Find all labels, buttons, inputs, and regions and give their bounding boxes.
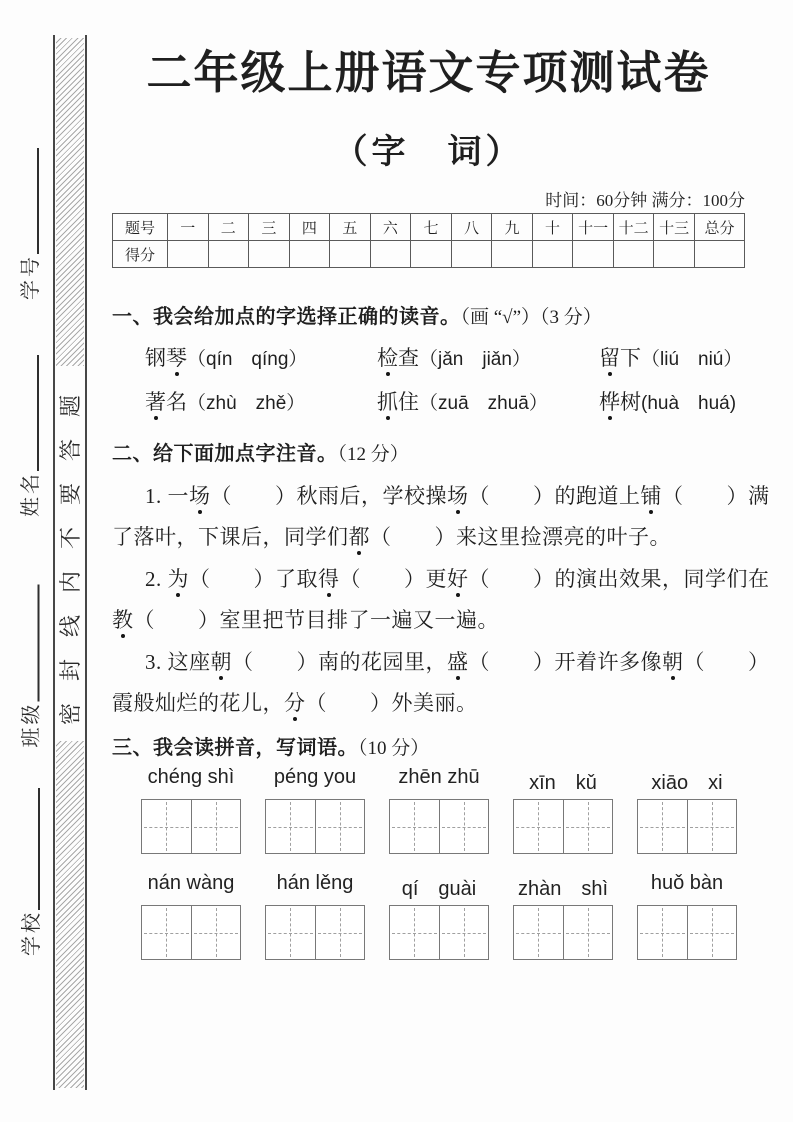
score-cell [330,241,371,268]
word-part: 钢 [145,346,166,370]
field-blank-line [38,585,40,702]
word-writing-row [141,872,737,960]
score-cell [613,241,654,268]
character-grid-box [389,799,489,854]
pinyin-choice-item [145,386,305,416]
grid-half [390,906,439,959]
score-cell [289,241,330,268]
section3-heading [112,731,429,760]
pinyin-label: zhàn shì [517,878,609,900]
grid-half [563,800,613,853]
character-grid-box [637,799,737,854]
score-col: 八 [451,214,492,241]
page-title: 二年级上册语文专项测试卷 [146,48,711,98]
score-cell [532,241,573,268]
word-cell [637,872,737,960]
score-col: 四 [289,214,330,241]
word-cell [141,766,241,854]
seal-hatching [56,38,84,366]
dotted-char: 琴 [166,346,187,370]
grid-half [266,800,315,853]
question-line: 1. 一场（ ）秋雨后，学校操场（ ）的跑道上铺（ ）满 [145,484,770,508]
character-grid-box [513,905,613,960]
score-col: 十三 [654,214,695,241]
character-grid-box [265,905,365,960]
character-grid-box [637,905,737,960]
word-part: 查 [398,346,419,370]
pinyin-label: hán lěng [276,872,354,894]
character-grid-box [141,799,241,854]
field-blank-line [38,788,40,910]
field-blank-line [37,355,39,471]
section3-heading-normal: （10 分） [358,738,430,759]
field-school [18,788,44,956]
score-cell [208,241,249,268]
grid-half [638,906,687,959]
score-col: 三 [249,214,290,241]
score-cell [654,241,695,268]
pinyin-choice-item [599,386,736,416]
field-student-number [17,148,43,300]
field-blank-line [37,148,39,254]
section1-heading [112,300,602,329]
grid-half [563,906,613,959]
score-cell [168,241,209,268]
section2-heading-normal: （12 分） [337,444,409,465]
character-grid-box [265,799,365,854]
grid-half [514,800,563,853]
word-writing-row [141,766,737,854]
pinyin-choice-item [145,342,307,372]
field-label: 姓名 [20,471,42,517]
question-line: 3. 这座朝（ ）南的花园里，盛（ ）开着许多像朝（ ） [145,650,770,674]
word-cell [389,872,489,960]
score-cell [411,241,452,268]
question-line: 了落叶，下课后，同学们都（ ）来这里捡漂亮的叶子。 [112,525,671,549]
grid-half [439,800,489,853]
field-label: 班级 [20,701,43,748]
score-col: 十一 [573,214,614,241]
pinyin-label: qí guài [401,878,477,900]
pinyin-choice-item [599,342,742,372]
dotted-char: 检 [377,346,398,370]
score-table-corner: 题号 [113,214,168,241]
score-col: 十 [532,214,573,241]
pinyin-options: （liú niú） [641,349,743,370]
page-subtitle: （字 词） [333,134,524,171]
pinyin-options: （zhù zhě） [187,393,306,414]
score-cell [695,241,745,268]
word-cell [513,872,613,960]
grid-half [266,906,315,959]
field-label: 学校 [21,910,43,956]
seal-hatching [56,741,84,1088]
pinyin-label: zhēn zhū [398,766,480,788]
pinyin-choice-item [377,342,531,372]
grid-half [514,906,563,959]
score-row-label: 得分 [113,241,168,268]
score-table-score-row [113,241,745,268]
word-cell [513,766,613,854]
field-class [18,585,44,748]
dotted-char: 抓 [377,390,398,414]
character-grid-box [513,799,613,854]
grid-half [687,906,737,959]
exam-content [112,0,770,1122]
score-col: 一 [168,214,209,241]
character-grid-box [141,905,241,960]
field-name [17,355,43,517]
dotted-char: 留 [599,346,620,370]
pinyin-label: péng you [273,766,357,788]
word-part: 树 [620,390,641,414]
pinyin-label: xīn kǔ [529,772,597,794]
pinyin-options: (huà huá) [641,393,737,414]
word-cell [637,766,737,854]
score-cell [492,241,533,268]
pinyin-label: chéng shì [147,766,235,788]
field-label: 学号 [20,254,42,300]
question-line: 教（ ）室里把节目排了一遍又一遍。 [112,608,499,632]
pinyin-label: huǒ bàn [650,872,724,894]
score-col: 十二 [613,214,654,241]
seal-border-line [85,35,87,1090]
grid-half [191,800,241,853]
score-table-header-row [113,214,745,241]
character-grid-box [389,905,489,960]
word-cell [265,766,365,854]
section2-heading [112,437,409,466]
grid-half [439,906,489,959]
pinyin-options: （jǎn jiǎn） [419,349,531,370]
grid-half [687,800,737,853]
exam-meta: 时间：60分钟 满分：100分 [545,191,745,210]
score-cell [573,241,614,268]
score-cell [249,241,290,268]
word-cell [141,872,241,960]
question-line: 霞般灿烂的花儿，分（ ）外美丽。 [112,691,478,715]
dotted-char: 桦 [599,390,620,414]
score-table [112,213,745,268]
word-part: 住 [398,390,419,414]
grid-half [315,906,365,959]
word-cell [265,872,365,960]
grid-half [142,800,191,853]
seal-text: 密封线内不要答题 [58,372,83,725]
grid-half [315,800,365,853]
pinyin-label: xiāo xi [651,772,723,794]
section1-heading-normal: （画 “√”）（3 分） [460,307,602,328]
pinyin-label: nán wàng [147,872,235,894]
question-line: 2. 为（ ）了取得（ ）更好（ ）的演出效果，同学们在 [145,567,770,591]
grid-half [638,800,687,853]
section2-heading-bold: 二、给下面加点字注音。 [112,443,338,465]
score-cell [451,241,492,268]
word-cell [389,766,489,854]
grid-half [191,906,241,959]
pinyin-options: （zuā zhuā） [419,393,548,414]
score-col: 六 [370,214,411,241]
score-col: 总分 [695,214,745,241]
section3-heading-bold: 三、我会读拼音，写词语。 [112,737,358,759]
pinyin-choice-item [377,386,548,416]
grid-half [390,800,439,853]
word-part: 下 [620,346,641,370]
pinyin-options: （qín qíng） [187,349,308,370]
score-col: 五 [330,214,371,241]
score-col: 七 [411,214,452,241]
score-col: 二 [208,214,249,241]
score-cell [370,241,411,268]
dotted-char: 著 [145,390,166,414]
word-part: 名 [166,390,187,414]
section1-heading-bold: 一、我会给加点的字选择正确的读音。 [112,306,461,328]
score-col: 九 [492,214,533,241]
grid-half [142,906,191,959]
